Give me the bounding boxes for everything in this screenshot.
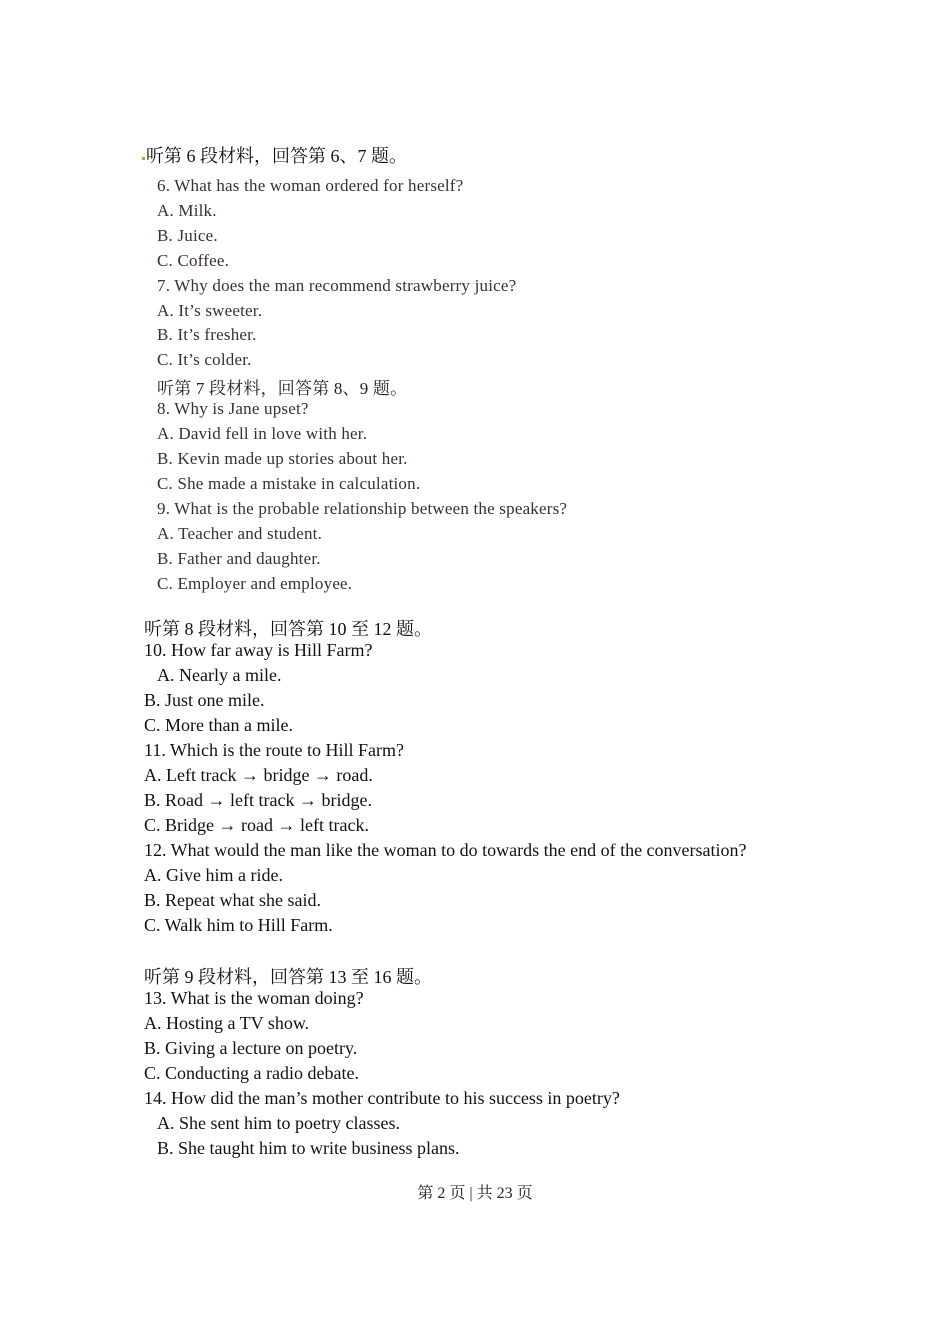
- question: 8. Why is Jane upset?: [157, 399, 309, 418]
- answer-option: B. Giving a lecture on poetry.: [144, 1038, 358, 1058]
- answer-option: C. Bridge → road → left track.: [144, 815, 369, 835]
- answer-option: B. Juice.: [157, 225, 218, 245]
- answer-option: C. She made a mistake in calculation.: [157, 474, 421, 493]
- section-heading: 听第 7 段材料，回答第 8、9 题。: [157, 379, 408, 398]
- answer-option: C. Walk him to Hill Farm.: [144, 915, 333, 935]
- question: 6. What has the woman ordered for herself?: [157, 176, 464, 195]
- answer-option: B. Kevin made up stories about her.: [157, 449, 408, 468]
- marker-dot: [142, 157, 145, 160]
- question: 7. Why does the man recommend strawberry juice?: [157, 275, 517, 295]
- answer-option: A. David fell in love with her.: [157, 424, 368, 443]
- answer-option: A. She sent him to poetry classes.: [157, 1113, 400, 1133]
- page-footer: 第 2 页 | 共 23 页: [417, 1185, 533, 1202]
- answer-option: B. Father and daughter.: [157, 549, 321, 568]
- answer-option: B. Just one mile.: [144, 690, 265, 710]
- question: 13. What is the woman doing?: [144, 988, 364, 1008]
- answer-option: B. Repeat what she said.: [144, 890, 321, 910]
- answer-option: B. It’s fresher.: [157, 325, 257, 345]
- answer-option: C. Coffee.: [157, 250, 230, 270]
- answer-option: A. It’s sweeter.: [157, 300, 263, 320]
- answer-option: C. Conducting a radio debate.: [144, 1063, 359, 1083]
- answer-option: B. She taught him to write business plans.: [157, 1138, 460, 1158]
- answer-option: A. Hosting a TV show.: [144, 1013, 310, 1033]
- section-heading: 听第 6 段材料，回答第 6、7 题。: [146, 146, 407, 166]
- answer-option: C. Employer and employee.: [157, 574, 353, 593]
- section-heading: 听第 9 段材料，回答第 13 至 16 题。: [144, 967, 432, 987]
- answer-option: A. Teacher and student.: [157, 524, 323, 543]
- question: 9. What is the probable relationship between the speakers?: [157, 499, 568, 518]
- question: 11. Which is the route to Hill Farm?: [144, 740, 404, 760]
- question: 14. How did the man’s mother contribute to his success in poetry?: [144, 1088, 620, 1108]
- question: 10. How far away is Hill Farm?: [144, 640, 373, 660]
- answer-option: C. It’s colder.: [157, 350, 252, 370]
- question: 12. What would the man like the woman to do towards the end of the conversation?: [144, 840, 747, 860]
- answer-option: A. Left track → bridge → road.: [144, 765, 373, 785]
- answer-option: B. Road → left track → bridge.: [144, 790, 372, 810]
- answer-option: A. Give him a ride.: [144, 865, 283, 885]
- section-heading: 听第 8 段材料，回答第 10 至 12 题。: [144, 619, 432, 639]
- answer-option: A. Milk.: [157, 200, 217, 220]
- answer-option: A. Nearly a mile.: [157, 665, 282, 685]
- answer-option: C. More than a mile.: [144, 715, 293, 735]
